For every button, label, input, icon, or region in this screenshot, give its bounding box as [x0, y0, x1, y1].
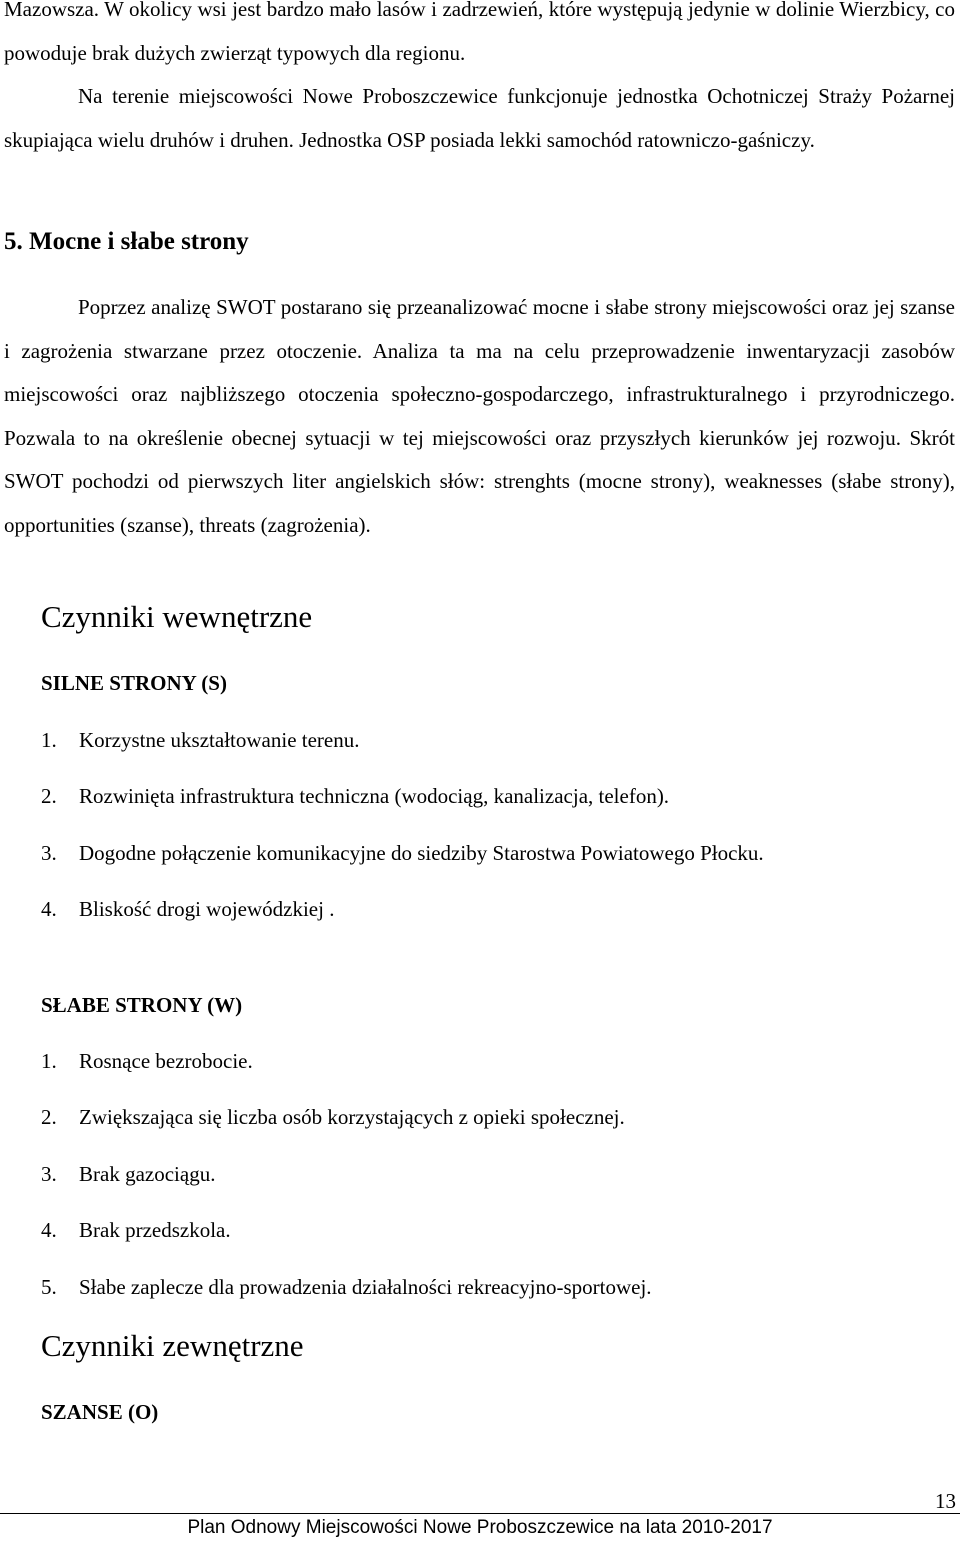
- intro-paragraph-1: Mazowsza. W okolicy wsi jest bardzo mało lasów i zadrzewień, które występują jedynie w dolinie Wierzbicy, co powoduje brak dużych zwierząt typowych dla regionu.: [4, 0, 955, 65]
- external-factors-heading: Czynniki zewnętrzne: [41, 1328, 304, 1363]
- intro-paragraph-2: Na terenie miejscowości Nowe Proboszczewice funkcjonuje jednostka Ochotniczej Straży Pożarnej skupiająca wielu druhów i druhen. Jednostka OSP posiada lekki samochód ratowniczo-gaśniczy.: [4, 84, 955, 152]
- list-item: 4. Brak przedszkola.: [41, 1218, 231, 1243]
- list-item: 3. Brak gazociągu.: [41, 1161, 216, 1186]
- list-item: 1. Rosnące bezrobocie.: [41, 1049, 253, 1073]
- weaknesses-list: [41, 1046, 652, 1328]
- internal-factors-heading: Czynniki wewnętrzne: [41, 599, 313, 634]
- section-heading: 5. Mocne i słabe strony: [4, 228, 249, 255]
- footer-divider: [0, 1513, 960, 1514]
- list-item: 1. Korzystne ukształtowanie terenu.: [41, 728, 360, 752]
- list-item: 5. Słabe zaplecze dla prowadzenia działalności rekreacyjno-sportowej.: [41, 1274, 652, 1299]
- list-item: 2. Rozwinięta infrastruktura techniczna (wodociąg, kanalizacja, telefon).: [41, 784, 670, 809]
- opportunities-heading: SZANSE (O): [41, 1400, 159, 1424]
- weaknesses-heading: SŁABE STRONY (W): [41, 993, 243, 1017]
- list-item: 3. Dogodne połączenie komunikacyjne do siedziby Starostwa Powiatowego Płocku.: [41, 840, 764, 865]
- page-number: 13: [935, 1489, 956, 1513]
- footer-title: Plan Odnowy Miejscowości Nowe Proboszczewice na lata 2010-2017: [187, 1517, 773, 1538]
- strengths-heading: SILNE STRONY (S): [41, 671, 227, 695]
- list-item: 4. Bliskość drogi wojewódzkiej .: [41, 897, 335, 922]
- list-item: 2. Zwiększająca się liczba osób korzystających z opieki społecznej.: [41, 1105, 625, 1130]
- strengths-list: [41, 725, 764, 951]
- swot-paragraph: Poprzez analizę SWOT postarano się przeanalizować mocne i słabe strony miejscowości oraz jej szanse i zagrożenia stwarzane przez otoczenie. Analiza ta ma na celu przeprowadzenie inwentaryzacji zasobów miejscowości oraz najbliższego otoczenia społeczno-gospodarczego, infrastrukturalnego i przyrodniczego. Pozwala to na określenie obecnej sytuacji w tej miejscowości oraz przyszłych kierunków jej rozwoju. Skrót SWOT pochodzi od pierwszych liter angielskich słów: strenghts (mocne strony), weaknesses (słabe strony), opportunities (szanse), threats (zagrożenia).: [4, 295, 955, 537]
